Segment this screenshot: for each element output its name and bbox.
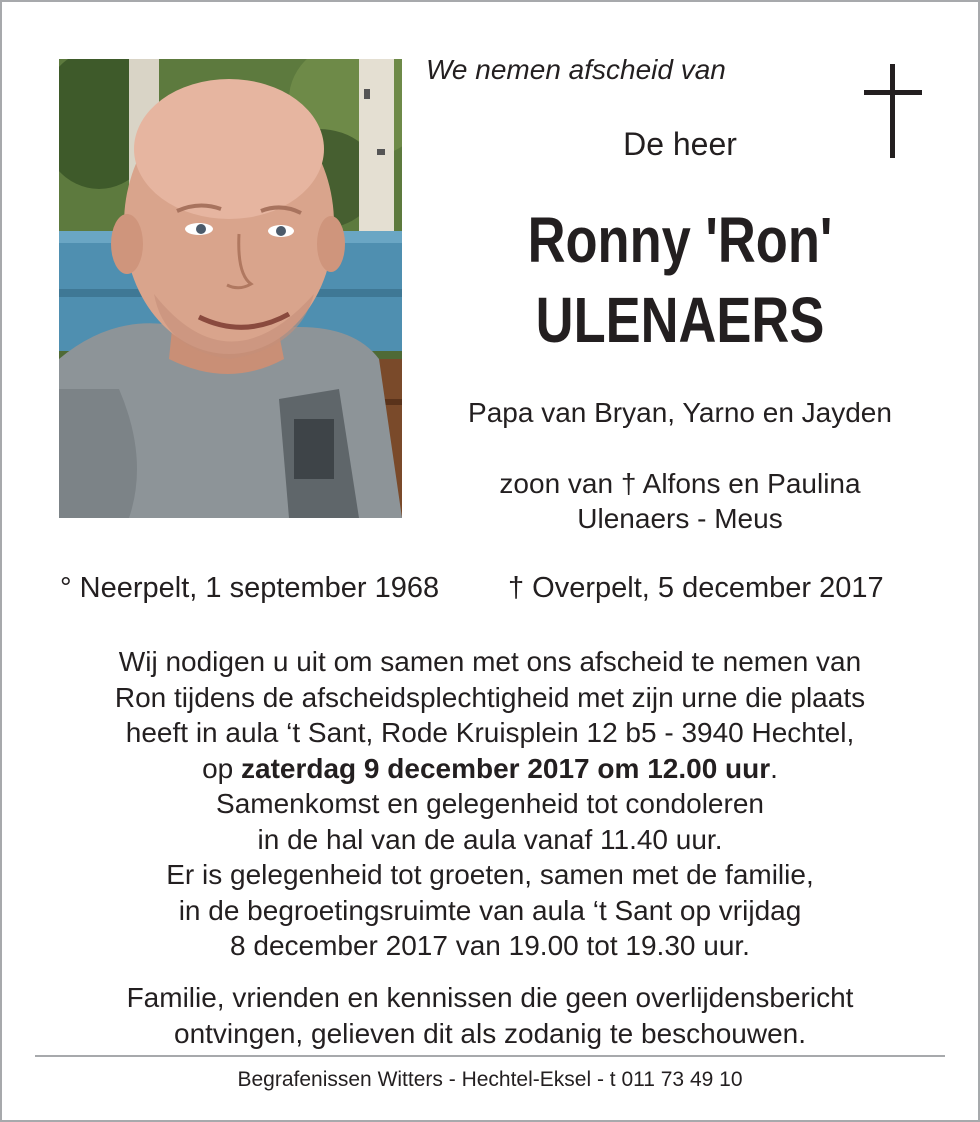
deceased-first-name: Ronny 'Ron' [527,204,833,276]
funeral-home-footer: Begrafenissen Witters - Hechtel-Eksel - t 011 73 49 10 [237,1068,743,1091]
deceased-last-name: ULENAERS [535,284,825,356]
portrait-photo [59,59,402,518]
ceremony-datetime: zaterdag 9 december 2017 om 12.00 uur [241,752,771,784]
birth-date: ° Neerpelt, 1 september 1968 [60,572,440,604]
relation-children: Papa van Bryan, Yarno en Jayden [468,397,892,428]
invitation-text [20,644,960,964]
invitation-line: Er is gelegenheid tot groeten, samen met de familie, [166,859,814,890]
relation-parents-line2: Ulenaers - Meus [577,503,783,534]
invitation-line: Samenkomst en gelegenheid tot condoleren [216,788,764,819]
salutation: De heer [623,126,737,162]
invitation-line: in de begroetingsruimte van aula ‘t Sant op vrijdag [178,894,802,926]
intro-text: We nemen afscheid van [426,54,726,85]
death-date: † Overpelt, 5 december 2017 [508,572,884,604]
closing-line: ontvingen, gelieven dit als zodanig te beschouwen. [174,1017,806,1049]
invitation-line: in de hal van de aula vanaf 11.40 uur. [257,823,723,855]
closing-line: Familie, vrienden en kennissen die geen overlijdensbericht [126,982,854,1013]
footer-divider [35,1055,945,1057]
date-prefix: op [202,752,241,784]
date-suffix: . [770,752,778,784]
invitation-line: Wij nodigen u uit om samen met ons afscheid te nemen van [118,646,862,677]
closing-text [20,980,960,1051]
invitation-date-line [20,751,960,787]
invitation-line: 8 december 2017 van 19.00 tot 19.30 uur. [230,930,750,961]
relation-parents-line1: zoon van † Alfons en Paulina [499,468,861,499]
invitation-line: heeft in aula ‘t Sant, Rode Kruisplein 12 b5 - 3940 Hechtel, [125,717,855,748]
invitation-line: Ron tijdens de afscheidsplechtigheid met zijn urne die plaats [114,681,866,713]
